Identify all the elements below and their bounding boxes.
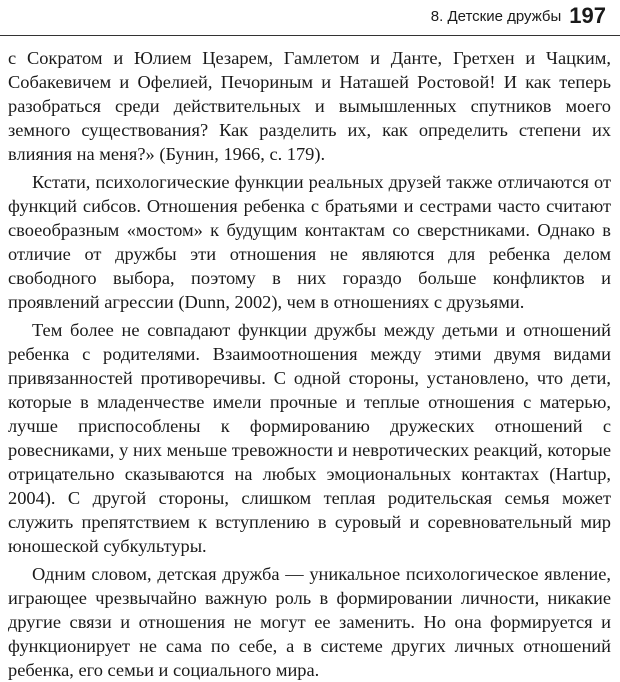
chapter-title: 8. Детские дружбы xyxy=(430,8,562,25)
paragraph-conclusion: Одним словом, детская дружба — уникальное психологическое явление, играющее чрезвычайно важную роль в формировании личности, никакие другие связи и отношения не могут ее заменить. Но она формируется и функционирует не сама по себе, а в системе других личных отношений ребенка, его семьи и социального мира. xyxy=(8,564,611,680)
running-header xyxy=(431,0,606,30)
page-number: 197 xyxy=(569,3,606,28)
body-text xyxy=(8,46,611,682)
paragraph-siblings: Кстати, психологические функции реальных друзей также отличаются от функций сибсов. Отношения ребенка с братьями и сестрами часто считают своеобразным «мостом» к будущим контактам со сверстниками. Однако в отличие от дружбы эти отношения не являются для ребенка делом свободного выбора, поэтому в них гораздо больше конфликтов и проявлений агрессии (Dunn, 2002), чем в отношениях с друзьями. xyxy=(8,172,611,312)
paragraph-continuation: с Сократом и Юлием Цезарем, Гамлетом и Данте, Гретхен и Чацким, Собакевичем и Офелией, Печориным и Наташей Ростовой! И как теперь разобраться среди действительных и вымышленных спутников моего земного существования? Как разделить их, как определить степени их влияния на меня?» (Бунин, 1966, с. 179). xyxy=(8,48,611,164)
header-rule xyxy=(0,35,620,36)
paragraph-parents: Тем более не совпадают функции дружбы между детьми и отношений ребенка с родителями. Взаимоотношения между этими двумя видами привязанностей противоречивы. С одной стороны, установлено, что дети, которые в младенчестве имели прочные и теплые отношения с матерью, лучше приспособлены к формированию дружеских отношений с ровесниками, у них меньше тревожности и невротических реакций, которые отрицательно сказываются на любых эмоциональных контактах (Hartup, 2004). С другой стороны, слишком теплая родительская семья может служить препятствием к вступлению в суровый и соревновательный мир юношеской субкультуры. xyxy=(8,320,611,556)
